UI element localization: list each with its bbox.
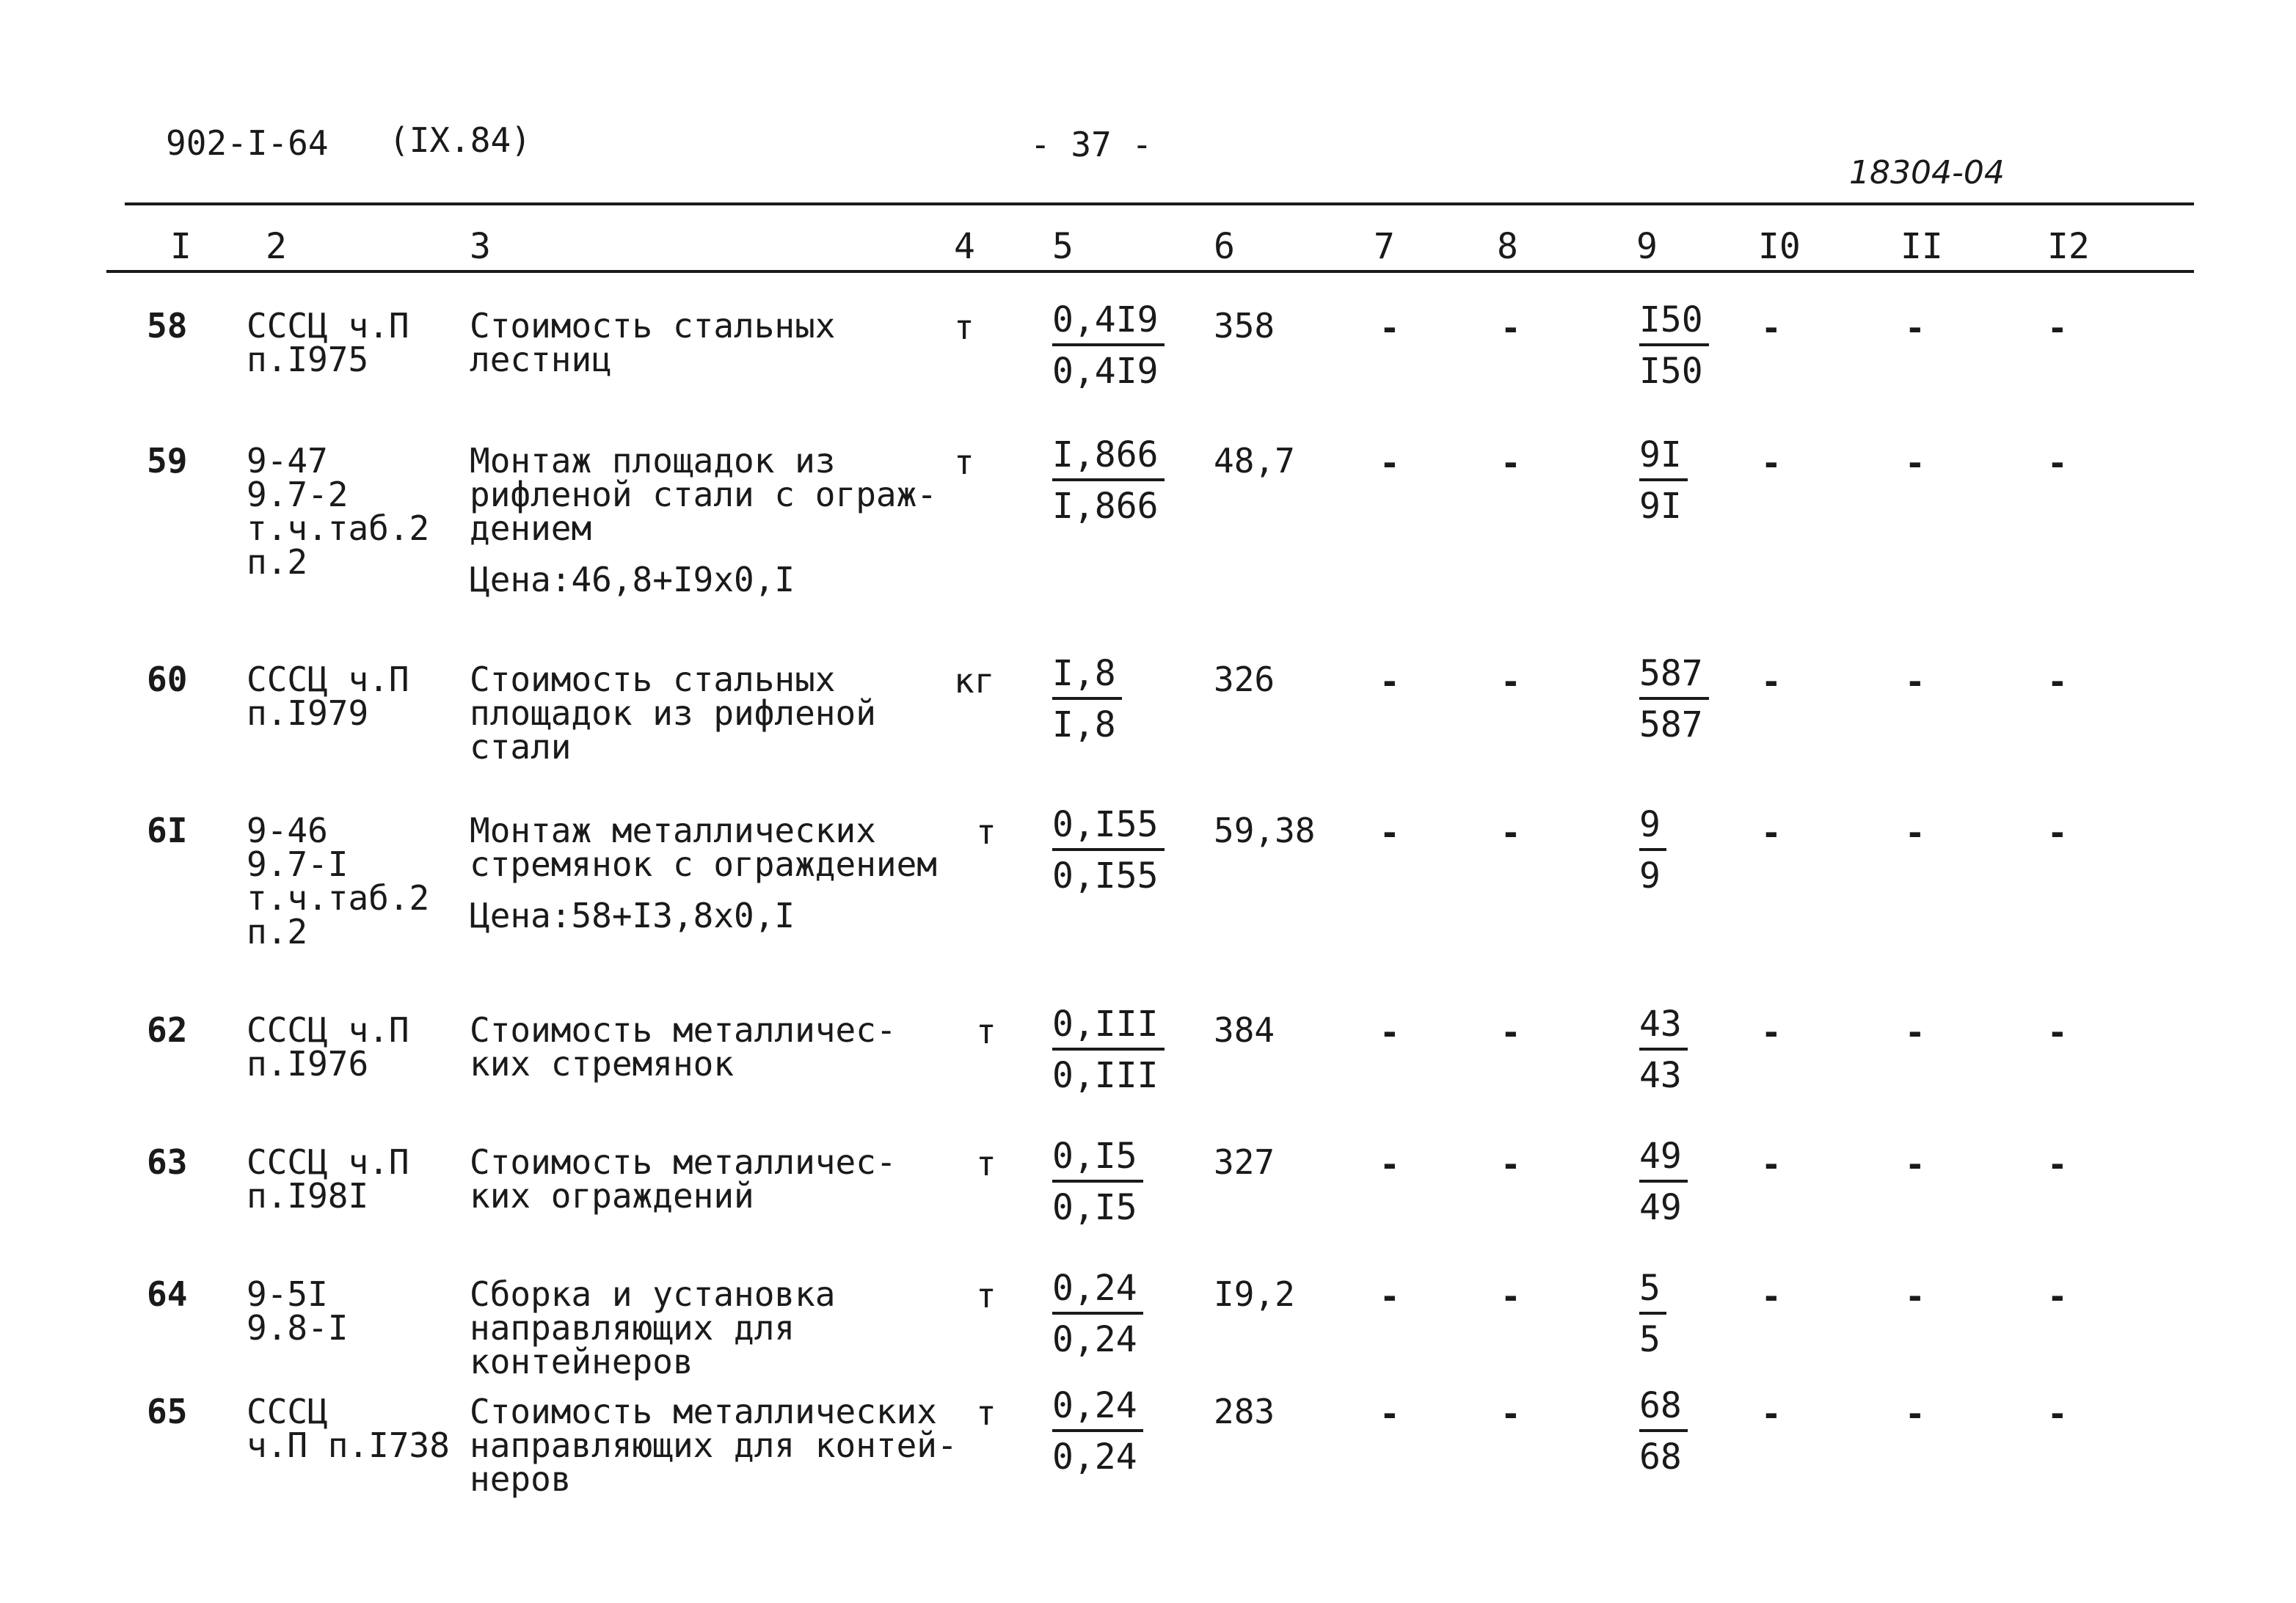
total-cost-numerator: 5 — [1639, 1268, 1661, 1309]
col10-value: - — [1761, 443, 1782, 483]
total-cost-denominator: 9I — [1639, 486, 1682, 527]
unit-price: 59,38 — [1214, 811, 1316, 850]
description-line: Монтаж площадок из — [470, 441, 836, 481]
quantity — [1052, 1268, 1143, 1360]
reference-line: п.2 — [247, 912, 308, 952]
column-header-10: I0 — [1758, 226, 1801, 267]
quantity-numerator: 0,I55 — [1052, 804, 1159, 845]
column-header-2: 2 — [266, 226, 287, 267]
reference-line: п.I975 — [247, 340, 369, 379]
description-line: Монтаж металлических — [470, 811, 876, 850]
column-header-8: 8 — [1497, 226, 1518, 267]
top-rule — [125, 202, 2194, 205]
total-cost-fraction-bar — [1639, 697, 1709, 700]
total-cost-numerator: 587 — [1639, 653, 1703, 694]
description-line: неров — [470, 1459, 572, 1499]
total-cost — [1639, 1385, 1688, 1478]
col8-value: - — [1501, 813, 1521, 852]
total-cost-numerator: 9 — [1639, 804, 1661, 845]
quantity — [1052, 653, 1122, 745]
unit: т — [976, 1012, 996, 1051]
quantity-fraction-bar — [1052, 1048, 1165, 1051]
row-number: 62 — [147, 1010, 188, 1050]
unit-price: 283 — [1214, 1392, 1275, 1431]
column-header-7: 7 — [1374, 226, 1395, 267]
col12-value: - — [2047, 662, 2068, 701]
unit-price: I9,2 — [1214, 1274, 1295, 1314]
reference-line: п.I98I — [247, 1176, 369, 1216]
document-date: (IX.84) — [389, 120, 531, 160]
description-line: Сборка и установка — [470, 1274, 836, 1314]
reference-line: п.2 — [247, 542, 308, 582]
unit-price: 384 — [1214, 1010, 1275, 1050]
total-cost-fraction-bar — [1639, 1180, 1688, 1183]
col12-value: - — [2047, 443, 2068, 483]
total-cost-numerator: 43 — [1639, 1004, 1682, 1045]
quantity-denominator: 0,24 — [1052, 1436, 1137, 1478]
col11-value: - — [1905, 1012, 1925, 1052]
quantity — [1052, 434, 1165, 527]
quantity-numerator: I,866 — [1052, 434, 1159, 475]
row-number: 63 — [147, 1142, 188, 1182]
col8-value: - — [1501, 662, 1521, 701]
col10-value: - — [1761, 813, 1782, 852]
column-header-9: 9 — [1636, 226, 1658, 267]
col7-value: - — [1380, 1277, 1400, 1316]
unit: т — [954, 442, 974, 482]
total-cost-denominator: 9 — [1639, 855, 1661, 897]
reference-line: 9.7-I — [247, 844, 349, 884]
unit-price: 326 — [1214, 660, 1275, 699]
col12-value: - — [2047, 1144, 2068, 1184]
description-line: Стоимость металличес- — [470, 1010, 897, 1050]
description-line: ких стремянок — [470, 1044, 735, 1084]
description-line: ких ограждений — [470, 1176, 754, 1216]
column-header-3: 3 — [470, 226, 491, 267]
total-cost — [1639, 1004, 1688, 1096]
reference-line: СССЦ ч.П — [247, 306, 409, 346]
reference-line: п.I979 — [247, 693, 369, 733]
unit-price: 48,7 — [1214, 441, 1295, 481]
quantity — [1052, 1004, 1165, 1096]
quantity-numerator: 0,24 — [1052, 1268, 1137, 1309]
total-cost — [1639, 434, 1688, 527]
quantity-denominator: 0,24 — [1052, 1319, 1137, 1360]
unit: т — [976, 1144, 996, 1183]
col8-value: - — [1501, 443, 1521, 483]
row-number: 59 — [147, 441, 188, 481]
total-cost-denominator: 5 — [1639, 1319, 1661, 1360]
total-cost-fraction-bar — [1639, 1312, 1666, 1315]
reference-line: 9-47 — [247, 441, 328, 481]
description-line: стремянок с ограждением — [470, 844, 937, 884]
row-number: 64 — [147, 1274, 188, 1314]
total-cost-denominator: 68 — [1639, 1436, 1682, 1478]
total-cost-fraction-bar — [1639, 343, 1709, 346]
col11-value: - — [1905, 1144, 1925, 1184]
quantity-numerator: 0,4I9 — [1052, 299, 1159, 340]
unit: т — [976, 812, 996, 852]
total-cost-denominator: 587 — [1639, 704, 1703, 745]
quantity-fraction-bar — [1052, 1429, 1143, 1432]
total-cost-fraction-bar — [1639, 1048, 1688, 1051]
quantity-numerator: 0,III — [1052, 1004, 1159, 1045]
reference-line: ч.П п.I738 — [247, 1425, 450, 1465]
reference-line: СССЦ — [247, 1392, 328, 1431]
col11-value: - — [1905, 308, 1925, 348]
col12-value: - — [2047, 1277, 2068, 1316]
total-cost-numerator: I50 — [1639, 299, 1703, 340]
unit: т — [976, 1393, 996, 1433]
reference-line: СССЦ ч.П — [247, 660, 409, 699]
total-cost-denominator: I50 — [1639, 351, 1703, 392]
description-line: лестниц — [470, 340, 612, 379]
col7-value: - — [1380, 1394, 1400, 1434]
col8-value: - — [1501, 1144, 1521, 1184]
column-header-5: 5 — [1052, 226, 1074, 267]
quantity-fraction-bar — [1052, 848, 1165, 851]
description-line: рифленой стали с ограж- — [470, 475, 937, 514]
quantity-fraction-bar — [1052, 343, 1165, 346]
col7-value: - — [1380, 443, 1400, 483]
col10-value: - — [1761, 1012, 1782, 1052]
description-line: Стоимость металличес- — [470, 1142, 897, 1182]
quantity — [1052, 804, 1165, 897]
quantity — [1052, 299, 1165, 392]
col8-value: - — [1501, 1394, 1521, 1434]
column-header-11: II — [1900, 226, 1943, 267]
col7-value: - — [1380, 662, 1400, 701]
description-line: стали — [470, 727, 572, 767]
column-header-rule — [106, 270, 2194, 273]
quantity-fraction-bar — [1052, 697, 1122, 700]
col12-value: - — [2047, 308, 2068, 348]
col7-value: - — [1380, 1144, 1400, 1184]
reference-line: 9-46 — [247, 811, 328, 850]
row-number: 6I — [147, 811, 188, 850]
col7-value: - — [1380, 308, 1400, 348]
unit-price: 358 — [1214, 306, 1275, 346]
quantity-denominator: 0,I5 — [1052, 1187, 1137, 1228]
col11-value: - — [1905, 1394, 1925, 1434]
reference-line: т.ч.таб.2 — [247, 508, 430, 548]
quantity-numerator: I,8 — [1052, 653, 1116, 694]
price-note: Цена:58+I3,8х0,I — [470, 896, 795, 935]
total-cost — [1639, 299, 1709, 392]
description-line: контейнеров — [470, 1342, 693, 1381]
col12-value: - — [2047, 1012, 2068, 1052]
col10-value: - — [1761, 1394, 1782, 1434]
total-cost — [1639, 804, 1666, 897]
unit: кг — [954, 661, 995, 701]
price-note: Цена:46,8+I9х0,I — [470, 560, 795, 599]
total-cost-denominator: 43 — [1639, 1055, 1682, 1096]
quantity — [1052, 1385, 1143, 1478]
quantity-denominator: 0,I55 — [1052, 855, 1159, 897]
reference-line: т.ч.таб.2 — [247, 878, 430, 918]
col8-value: - — [1501, 1277, 1521, 1316]
col10-value: - — [1761, 1277, 1782, 1316]
total-cost-numerator: 68 — [1639, 1385, 1682, 1426]
unit: т — [976, 1276, 996, 1315]
quantity-fraction-bar — [1052, 1312, 1143, 1315]
row-number: 65 — [147, 1392, 188, 1431]
reference-line: 9.7-2 — [247, 475, 349, 514]
description-line: дением — [470, 508, 592, 548]
description-line: направляющих для — [470, 1308, 795, 1348]
quantity-numerator: 0,24 — [1052, 1385, 1137, 1426]
col11-value: - — [1905, 813, 1925, 852]
col7-value: - — [1380, 813, 1400, 852]
quantity — [1052, 1136, 1143, 1228]
col7-value: - — [1380, 1012, 1400, 1052]
description-line: Стоимость металлических — [470, 1392, 937, 1431]
row-number: 60 — [147, 660, 188, 699]
quantity-numerator: 0,I5 — [1052, 1136, 1137, 1177]
column-header-4: 4 — [954, 226, 975, 267]
total-cost-fraction-bar — [1639, 478, 1688, 481]
page-number: - 37 - — [1030, 125, 1153, 164]
reference-line: СССЦ ч.П — [247, 1142, 409, 1182]
column-header-12: I2 — [2047, 226, 2090, 267]
col12-value: - — [2047, 813, 2068, 852]
unit-price: 327 — [1214, 1142, 1275, 1182]
total-cost-numerator: 9I — [1639, 434, 1682, 475]
row-number: 58 — [147, 306, 188, 346]
description-line: Стоимость стальных — [470, 660, 836, 699]
archive-number: 18304-04 — [1849, 154, 2005, 191]
description-line: площадок из рифленой — [470, 693, 876, 733]
col8-value: - — [1501, 308, 1521, 348]
total-cost — [1639, 653, 1709, 745]
document-code: 902-I-64 — [166, 123, 329, 163]
quantity-denominator: I,866 — [1052, 486, 1159, 527]
col10-value: - — [1761, 308, 1782, 348]
total-cost-denominator: 49 — [1639, 1187, 1682, 1228]
col10-value: - — [1761, 662, 1782, 701]
reference-line: 9.8-I — [247, 1308, 349, 1348]
reference-line: п.I976 — [247, 1044, 369, 1084]
col12-value: - — [2047, 1394, 2068, 1434]
column-header-6: 6 — [1214, 226, 1235, 267]
col11-value: - — [1905, 443, 1925, 483]
reference-line: СССЦ ч.П — [247, 1010, 409, 1050]
col11-value: - — [1905, 662, 1925, 701]
total-cost — [1639, 1136, 1688, 1228]
description-line: Стоимость стальных — [470, 306, 836, 346]
col11-value: - — [1905, 1277, 1925, 1316]
total-cost-fraction-bar — [1639, 848, 1666, 851]
quantity-fraction-bar — [1052, 478, 1165, 481]
quantity-denominator: 0,4I9 — [1052, 351, 1159, 392]
quantity-fraction-bar — [1052, 1180, 1143, 1183]
total-cost — [1639, 1268, 1666, 1360]
total-cost-fraction-bar — [1639, 1429, 1688, 1432]
reference-line: 9-5I — [247, 1274, 328, 1314]
unit: т — [954, 307, 974, 347]
description-line: направляющих для контей- — [470, 1425, 958, 1465]
total-cost-numerator: 49 — [1639, 1136, 1682, 1177]
quantity-denominator: 0,III — [1052, 1055, 1159, 1096]
column-header-1: I — [170, 226, 192, 267]
col10-value: - — [1761, 1144, 1782, 1184]
quantity-denominator: I,8 — [1052, 704, 1116, 745]
col8-value: - — [1501, 1012, 1521, 1052]
